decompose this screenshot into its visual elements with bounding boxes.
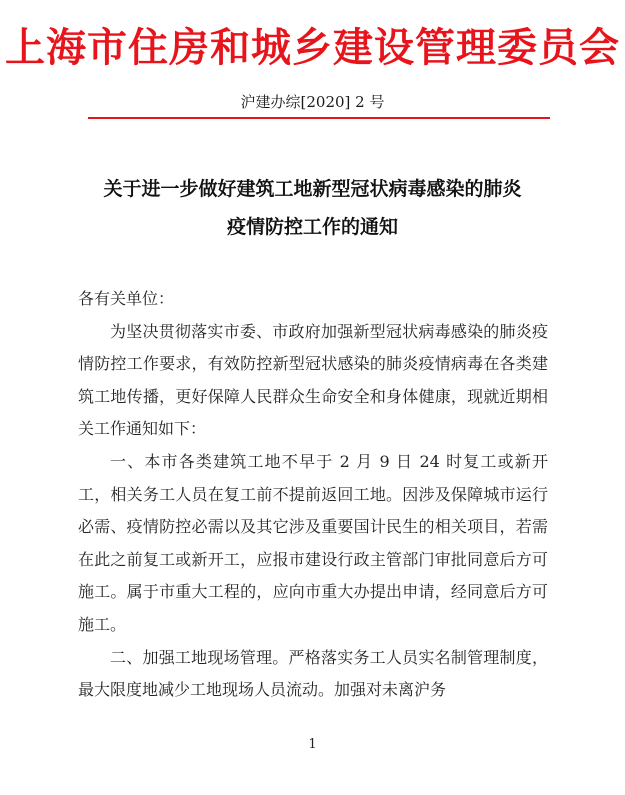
document-title	[60, 170, 565, 246]
body-paragraph-item-2: 二、加强工地现场管理。严格落实务工人员实名制管理制度，最大限度地减少工地现场人员流动。加强对未离沪务	[78, 647, 548, 700]
red-header-divider	[88, 117, 550, 119]
issuing-organization-title: 上海市住房和城乡建设管理委员会	[5, 24, 620, 71]
document-title-line-1: 关于进一步做好建筑工地新型冠状病毒感染的肺炎	[103, 178, 522, 200]
body-paragraph-intro: 为坚决贯彻落实市委、市政府加强新型冠状病毒感染的肺炎疫情防控工作要求，有效防控新型冠状感染的肺炎疫情病毒在各类建筑工地传播，更好保障人民群众生命安全和身体健康，现就近期相关工作通知如下：	[78, 321, 548, 439]
document-number: 沪建办综[2020] 2 号	[240, 93, 385, 111]
page-number: 1	[308, 737, 317, 752]
document-title-line-2: 疫情防控工作的通知	[226, 216, 398, 238]
body-paragraph-item-1: 一、本市各类建筑工地不早于 2 月 9 日 24 时复工或新开工，相关务工人员在复工前不提前返回工地。因涉及保障城市运行必需、疫情防控必需以及其它涉及重要国计民生的相关项目，若需在此之前复工或新开工，应报市建设行政主管部门审批同意后方可施工。属于市重大工程的，应向市重大办提出申请，经同意后方可施工。	[78, 451, 548, 634]
salutation: 各有关单位：	[78, 289, 175, 308]
document-body	[78, 283, 548, 707]
